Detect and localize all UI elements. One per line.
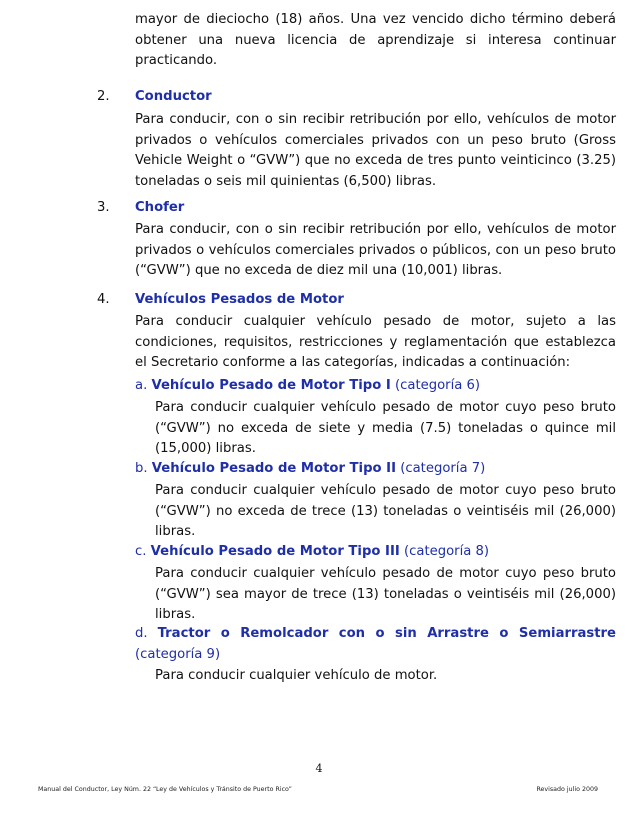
item-title-conductor: Conductor <box>135 89 212 104</box>
item-number: 3. <box>97 200 110 215</box>
footer-right: Revisado julio 2009 <box>536 786 598 793</box>
item-number: 2. <box>97 89 110 104</box>
subitem-title: Vehículo Pesado de Motor Tipo III <box>150 544 400 559</box>
intro-paragraph: mayor de dieciocho (18) años. Una vez vencido dicho término deberá obtener una nueva licencia de aprendizaje si interesa continuar practicando. <box>135 12 616 68</box>
subitem-title: Tractor o Remolcador con o sin Arrastre o Semiarrastre <box>157 626 616 641</box>
subitem-text-b: Para conducir cualquier vehículo pesado de motor cuyo peso bruto (“GVW”) no exceda de trece (13) toneladas o veintiséis mil (26,000) libras. <box>155 483 616 539</box>
subitem-heading-b <box>135 459 616 480</box>
subitem-text-d: Para conducir cualquier vehículo de motor. <box>155 668 438 683</box>
subitem-category: (categoría 9) <box>135 646 221 662</box>
item-number: 4. <box>97 292 110 307</box>
item-text-conductor: Para conducir, con o sin recibir retribución por ello, vehículos de motor privados o vehículos comerciales privados con un peso bruto (Gross Vehicle Weight o “GVW”) que no exceda de tres punto veinticinco (3.25) toneladas o seis mil quinientas (6,500) libras. <box>135 112 616 189</box>
subitem-letter: a. <box>135 378 148 393</box>
subitem-text-c: Para conducir cualquier vehículo pesado de motor cuyo peso bruto (“GVW”) sea mayor de trece (13) toneladas o veintiséis mil (26,000) libras. <box>155 566 616 622</box>
item-text-vehiculos-pesados: Para conducir cualquier vehículo pesado de motor, sujeto a las condiciones, requisitos, restricciones y reglamentación que establezca el Secretario conforme a las categorías, indicadas a continuación: <box>135 314 616 370</box>
subitem-letter: b. <box>135 461 148 476</box>
subitem-heading-d <box>135 624 616 665</box>
item-title-chofer: Chofer <box>135 200 185 215</box>
page-number: 4 <box>315 762 323 775</box>
subitem-title: Vehículo Pesado de Motor Tipo I <box>151 378 391 393</box>
subitem-heading-a <box>135 376 616 397</box>
subitem-letter: c. <box>135 544 147 559</box>
subitem-letter: d. <box>135 626 148 641</box>
subitem-category: (categoría 8) <box>403 544 490 559</box>
item-text-chofer: Para conducir, con o sin recibir retribución por ello, vehículos de motor privados o vehículos comerciales privados o públicos, con un peso bruto (“GVW”) que no exceda de diez mil una (10,001) libras. <box>135 222 616 278</box>
subitem-category: (categoría 6) <box>394 378 481 393</box>
subitem-heading-c <box>135 542 616 563</box>
subitem-category: (categoría 7) <box>400 461 486 476</box>
footer-left: Manual del Conductor, Ley Núm. 22 “Ley de Vehículos y Tránsito de Puerto Rico” <box>38 786 292 793</box>
subitem-text-a: Para conducir cualquier vehículo pesado de motor cuyo peso bruto (“GVW”) no exceda de siete y media (7.5) toneladas o quince mil (15,000) libras. <box>155 400 616 456</box>
item-title-vehiculos-pesados: Vehículos Pesados de Motor <box>135 292 344 307</box>
subitem-title: Vehículo Pesado de Motor Tipo II <box>151 461 396 476</box>
